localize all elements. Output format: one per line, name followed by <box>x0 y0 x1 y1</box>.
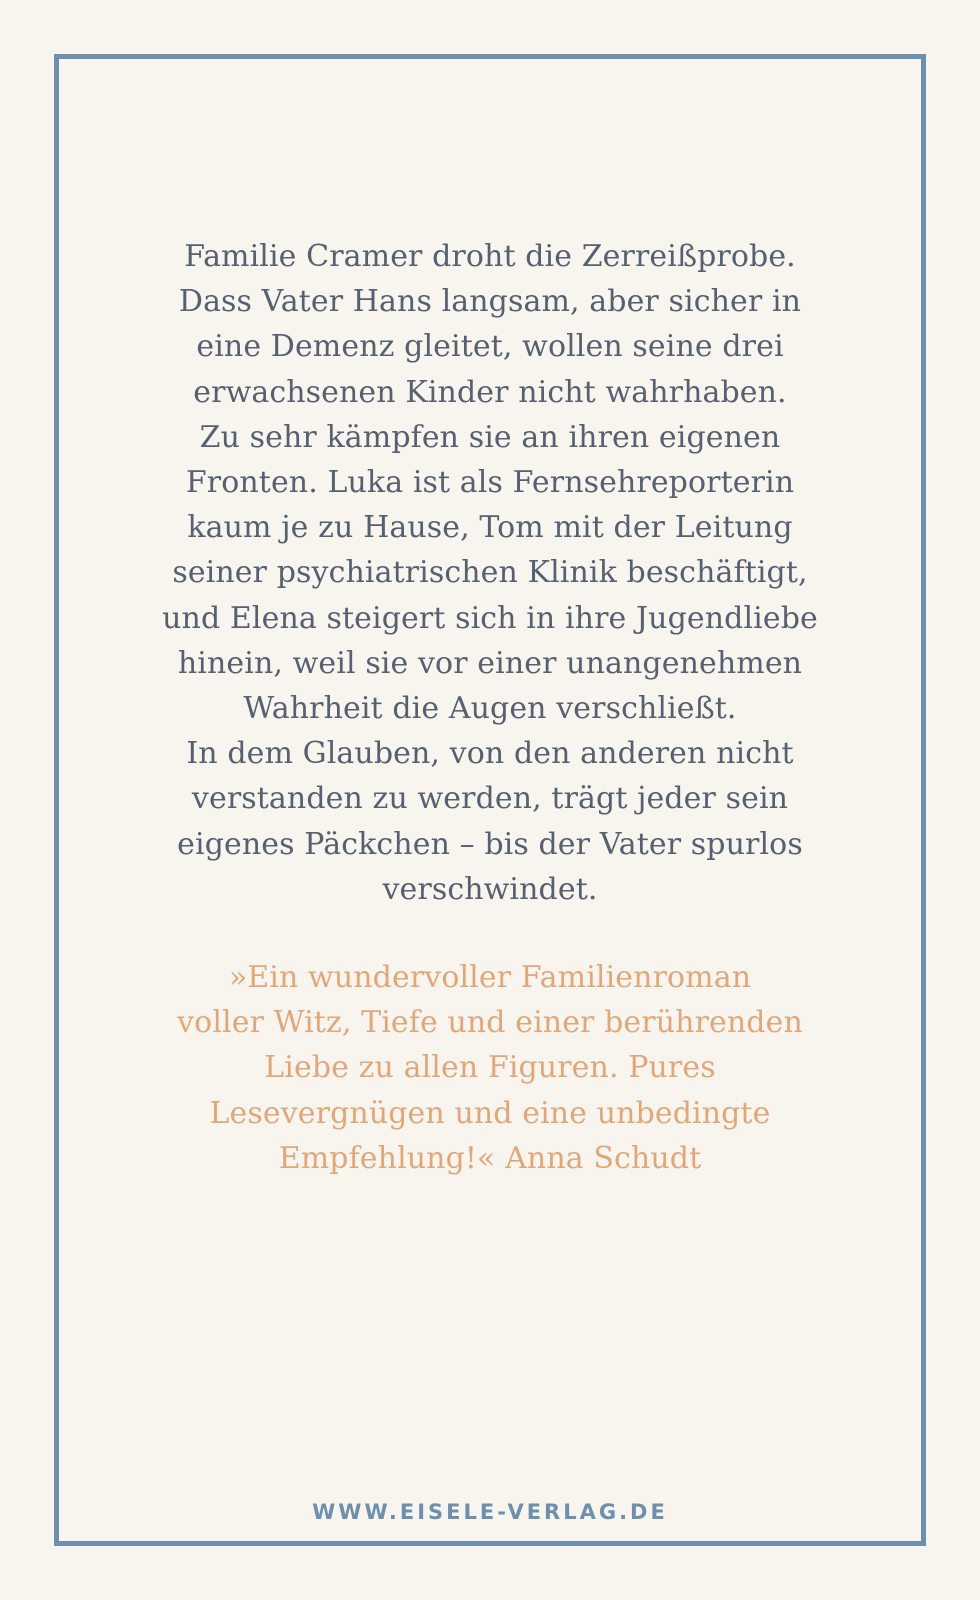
blurb-line: Dass Vater Hans langsam, aber sicher in <box>178 284 802 320</box>
blurb-line: hinein, weil sie vor einer unangenehmen <box>177 645 803 681</box>
blurb-line: erwachsenen Kinder nicht wahrhaben. <box>193 374 787 410</box>
cover-text <box>140 234 840 1181</box>
blurb-line: verstanden zu werden, trägt jeder sein <box>191 781 789 817</box>
blurb-line: Familie Cramer droht die Zerreißprobe. <box>184 239 796 274</box>
blurb-line: eine Demenz gleitet, wollen seine drei <box>196 329 784 365</box>
publisher-url: WWW.EISELE-VERLAG.DE <box>292 1497 688 1527</box>
blurb-line: und Elena steigert sich in ihre Jugendliebe <box>162 600 818 636</box>
blurb-line: Fronten. Luka ist als Fernsehreporterin <box>185 465 795 501</box>
blurb-line: Zu sehr kämpfen sie an ihren eigenen <box>199 419 781 455</box>
blurb <box>140 234 840 912</box>
quote-line: Empfehlung!« Anna Schudt <box>278 1140 702 1176</box>
blurb-line: Wahrheit die Augen verschließt. <box>243 691 737 727</box>
quote-line: Lesevergnügen und eine unbedingte <box>209 1095 771 1131</box>
blurb-line: In dem Glauben, von den anderen nicht <box>186 736 794 772</box>
footer <box>0 1497 980 1527</box>
quote-line: Liebe zu allen Figuren. Pures <box>264 1050 716 1086</box>
quote-line: »Ein wundervoller Familienroman <box>228 960 752 996</box>
quote-line: voller Witz, Tiefe und einer berührenden <box>177 1005 803 1041</box>
blurb-line: eigenes Päckchen – bis der Vater spurlos <box>177 826 803 862</box>
blurb-line: kaum je zu Hause, Tom mit der Leitung <box>187 510 793 546</box>
blurb-line: verschwindet. <box>382 871 598 907</box>
review-quote <box>140 955 840 1181</box>
blurb-line: seiner psychiatrischen Klinik beschäftigt, <box>172 555 808 591</box>
